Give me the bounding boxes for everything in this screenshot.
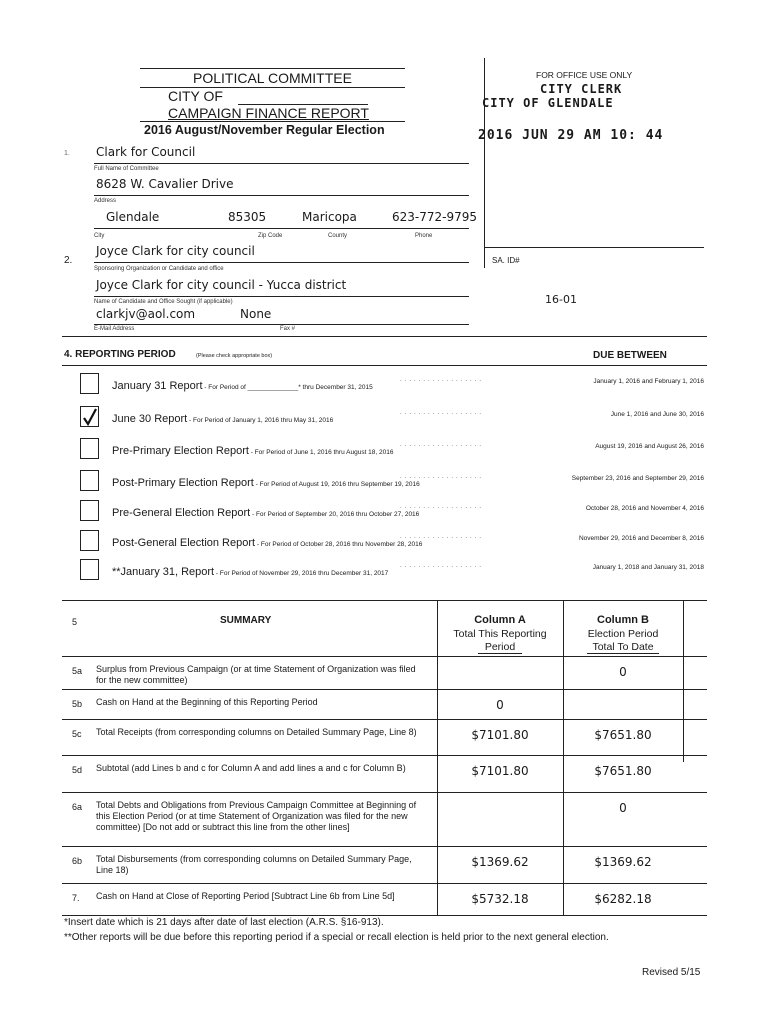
reporting-top-rule: [62, 336, 707, 337]
col-b-sub-underline: [587, 653, 659, 654]
summary-section-number: 5: [72, 617, 78, 627]
column-a-value: $1369.62: [471, 855, 529, 869]
report-title: Pre-Primary Election Report: [112, 445, 249, 457]
footnote-1: *Insert date which is 21 days after date of last election (A.R.S. §16-913).: [64, 917, 384, 928]
address-label: Address: [94, 198, 117, 204]
checkmark-icon: [81, 407, 99, 427]
summary-line-label: Total Debts and Obligations from Previous Campaign Committee at Beginning of this Election Period (or at time Statement of Organization was filed for the new committee) [Do not add or subtract this line from the other lines]: [96, 800, 417, 832]
office-bottom-rule: [484, 247, 704, 248]
report-period: - For Period of January 1, 2016 thru May 31, 2016: [187, 417, 334, 424]
report-title: Post-Primary Election Report: [112, 477, 254, 489]
county-label: County: [328, 233, 348, 239]
committee-phone: 623-772-9795: [392, 210, 478, 224]
report-checkbox[interactable]: [80, 438, 99, 459]
column-a-value: $7101.80: [471, 728, 529, 742]
summary-line-label: Cash on Hand at Close of Reporting Period [Subtract Line 6b from Line 5d]: [96, 891, 395, 901]
col-a-title: Column A: [474, 614, 526, 626]
report-period: - For Period of October 28, 2016 thru November 28, 2016: [255, 541, 423, 548]
section-number-2: 2.: [64, 255, 73, 266]
leader-dots: ..................: [400, 563, 485, 569]
summary-line-label: Subtotal (add Lines b and c for Column A and add lines a and c for Column B): [96, 763, 406, 773]
summary-col-b-right: [683, 600, 684, 762]
city-label: City: [94, 233, 105, 239]
report-due-dates: June 1, 2016 and June 30, 2016: [608, 411, 704, 418]
election-name: 2016 August/November Regular Election: [144, 123, 385, 137]
reporting-under-rule: [62, 365, 707, 366]
report-checkbox[interactable]: [80, 373, 99, 394]
report-period-label: [112, 441, 393, 459]
header-title: POLITICAL COMMITTEE: [193, 70, 352, 86]
summary-line-label: Cash on Hand at the Beginning of this Reporting Period: [96, 697, 318, 707]
report-due-dates: January 1, 2018 and January 31, 2018: [590, 564, 704, 571]
sponsor-name: Joyce Clark for city council: [96, 244, 255, 258]
summary-line-number: 5d: [72, 765, 83, 775]
column-b-value: $7651.80: [594, 728, 652, 742]
col-a-sub2: Period: [484, 641, 516, 653]
column-b-value: $1369.62: [594, 855, 652, 869]
fax-label: Fax #: [280, 326, 296, 332]
summary-line-label: Total Receipts (from corresponding columns on Detailed Summary Page, Line 8): [96, 727, 417, 737]
committee-zip: 85305: [228, 210, 267, 224]
col-a-sub-underline: [478, 653, 522, 654]
report-title: January 31 Report: [112, 380, 203, 392]
report-period: - For Period of ______________* thru December 31, 2015: [202, 384, 373, 391]
report-checkbox[interactable]: [80, 500, 99, 521]
city-rule: [94, 228, 469, 229]
summary-line-number: 5a: [72, 666, 83, 676]
leader-dots: ..................: [400, 410, 485, 416]
email-value: clarkjv@aol.com: [96, 307, 196, 321]
report-period: - For Period of August 19, 2016 thru September 19, 2016: [253, 481, 420, 488]
email-rule: [94, 324, 469, 325]
candidate-name: Joyce Clark for city council - Yucca district: [96, 278, 347, 292]
office-divider: [484, 58, 485, 268]
summary-bottom-rule: [62, 915, 707, 916]
leader-dots: ..................: [400, 377, 485, 383]
summary-line-number: 5b: [72, 699, 83, 709]
report-period-label: [112, 503, 419, 521]
column-b-value: $6282.18: [594, 892, 652, 906]
leader-dots: ..................: [400, 474, 485, 480]
column-a-value: $5732.18: [471, 892, 529, 906]
summary-line-number: 6a: [72, 802, 83, 812]
report-checkbox[interactable]: [80, 470, 99, 491]
committee-name: Clark for Council: [96, 145, 196, 159]
summary-line-number: 5c: [72, 729, 82, 739]
summary-row-rule: [62, 719, 707, 720]
report-period-label: [112, 409, 333, 427]
summary-top-rule: [62, 600, 707, 601]
stamp-date: 2016 JUN 29 AM 10: 44: [478, 128, 664, 143]
col-a-sub1: Total This Reporting: [453, 628, 547, 640]
reporting-hint: (Please check appropriate box): [196, 353, 273, 359]
sa-id-value: 16-01: [545, 293, 577, 306]
sponsor-rule: [94, 262, 469, 263]
report-period: - For Period of September 20, 2016 thru October 27, 2016: [250, 511, 420, 518]
col-b-title: Column B: [597, 614, 649, 626]
report-due-dates: November 29, 2016 and December 8, 2016: [576, 535, 704, 542]
report-title: **January 31, Report: [112, 566, 215, 578]
sponsor-label: Sponsoring Organization or Candidate and office: [94, 266, 224, 272]
committee-city: Glendale: [106, 210, 160, 224]
summary-row-rule: [62, 883, 707, 884]
report-period-label: [112, 562, 388, 580]
revised-note: Revised 5/15: [642, 967, 701, 978]
summary-line-number: 6b: [72, 856, 83, 866]
summary-row-rule: [62, 689, 707, 690]
header-city-of: CITY OF: [168, 88, 223, 104]
committee-address: 8628 W. Cavalier Drive: [96, 177, 234, 191]
column-a-value: 0: [496, 698, 504, 712]
stamp-line-1: CITY CLERK: [540, 82, 623, 96]
report-checkbox[interactable]: [80, 530, 99, 551]
summary-row-rule: [62, 846, 707, 847]
report-period-label: [112, 533, 422, 551]
summary-line-label: Total Disbursements (from corresponding columns on Detailed Summary Page, Line 18): [96, 854, 412, 875]
leader-dots: ..................: [400, 534, 485, 540]
committee-name-label: Full Name of Committee: [94, 166, 159, 172]
section-number-1: 1.: [64, 150, 70, 157]
report-title: CAMPAIGN FINANCE REPORT: [168, 105, 369, 121]
committee-name-rule: [94, 163, 469, 164]
header-rule-3: [140, 121, 405, 122]
summary-row-rule: [62, 792, 707, 793]
report-title: Pre-General Election Report: [112, 507, 251, 519]
report-period: - For Period of November 29, 2016 thru December 31, 2017: [214, 570, 389, 577]
candidate-rule: [94, 296, 469, 297]
zip-label: Zip Code: [258, 233, 283, 239]
column-b-value: $7651.80: [594, 764, 652, 778]
report-period-label: [112, 376, 373, 394]
report-checkbox[interactable]: [80, 406, 99, 427]
reporting-heading: 4. REPORTING PERIOD: [64, 349, 176, 360]
col-b-sub2: Total To Date: [592, 641, 654, 653]
phone-label: Phone: [415, 233, 433, 239]
leader-dots: ..................: [400, 504, 485, 510]
due-between-heading: DUE BETWEEN: [593, 350, 667, 361]
report-title: June 30 Report: [112, 413, 188, 425]
report-period-label: [112, 473, 420, 491]
column-b-value: 0: [619, 665, 627, 679]
summary-line-label: Surplus from Previous Campaign (or at time Statement of Organization was filed for the new committee): [96, 664, 416, 685]
summary-row-rule: [62, 755, 707, 756]
report-due-dates: October 28, 2016 and November 4, 2016: [583, 505, 704, 512]
fax-value: None: [240, 307, 272, 321]
leader-dots: ..................: [400, 442, 485, 448]
office-use-label: FOR OFFICE USE ONLY: [536, 70, 633, 80]
column-a-value: $7101.80: [471, 764, 529, 778]
committee-county: Maricopa: [302, 210, 357, 224]
sa-id-label: SA. ID#: [492, 256, 520, 265]
report-title: Post-General Election Report: [112, 537, 256, 549]
report-checkbox[interactable]: [80, 559, 99, 580]
footnote-2: **Other reports will be due before this reporting period if a special or recall election is held prior to the next general election.: [64, 932, 609, 943]
candidate-label: Name of Candidate and Office Sought (if applicable): [94, 299, 233, 305]
header-top-rule: [140, 68, 405, 69]
summary-line-number: 7.: [72, 893, 80, 903]
summary-heading: SUMMARY: [220, 615, 272, 626]
address-rule: [94, 195, 469, 196]
column-b-value: 0: [619, 801, 627, 815]
report-due-dates: September 23, 2016 and September 29, 2016: [569, 475, 704, 482]
report-due-dates: January 1, 2016 and February 1, 2016: [590, 378, 704, 385]
email-label: E-Mail Address: [94, 326, 135, 332]
stamp-line-2: CITY OF GLENDALE: [482, 96, 614, 110]
col-b-sub1: Election Period: [587, 628, 659, 640]
summary-row-rule: [62, 656, 707, 657]
report-due-dates: August 19, 2016 and August 26, 2016: [592, 443, 704, 450]
report-period: - For Period of June 1, 2016 thru August 18, 2016: [248, 449, 394, 456]
